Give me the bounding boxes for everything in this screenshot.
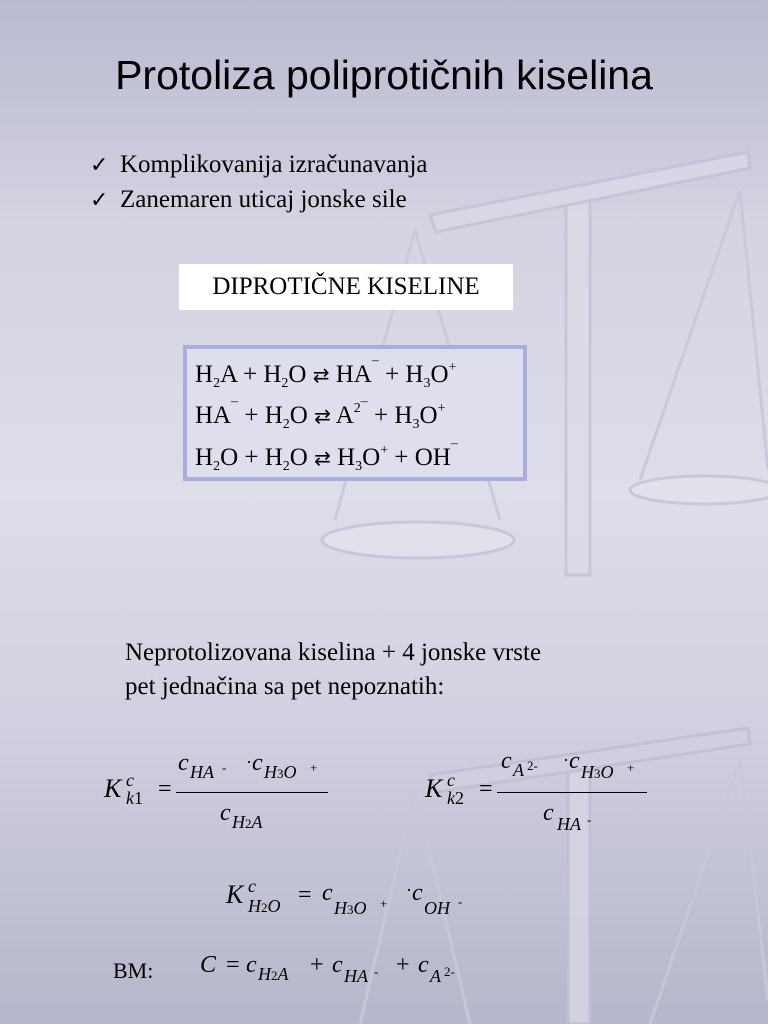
slide-title: Protoliza poliprotičnih kiselina [115, 52, 653, 98]
equation-line-2: $HA^¯ + H_2O$ ⇄ $A^{2¯} + H_3O^+$ [195, 401, 446, 432]
formula-mass-balance: C = c H2A + c HA - + c A 2- [200, 952, 455, 986]
bullet-text: Zanemaren uticaj jonske sile [120, 186, 407, 213]
section-heading: DIPROTIČNE KISELINE [179, 264, 513, 310]
bullet-list [90, 148, 428, 218]
check-icon: ✓ [90, 188, 109, 213]
paragraph-line-1: Neprotolizovana kiselina + 4 jonske vrste [125, 639, 542, 666]
equilibrium-arrow-icon: ⇄ [312, 363, 330, 387]
equation-line-3: $H_2O + H_2O$ ⇄ $H_3O^+ + OH^¯$ [195, 443, 458, 474]
equilibrium-arrow-icon: ⇄ [314, 404, 331, 428]
bullet-item [90, 183, 428, 218]
check-icon: ✓ [90, 153, 109, 178]
formula-kh2o: K c H2O = c H3O + · c OH - [226, 876, 463, 918]
equation-line-1: $H_2A + H_2O$ ⇄ $HA^¯ + H_3O^+$ [195, 360, 457, 391]
bullet-text: Komplikovanija izračunavanja [120, 151, 428, 178]
body-paragraph [125, 636, 541, 704]
formula-kk1: K c k1 = c HA - · c H3O + c H2A [104, 748, 334, 838]
paragraph-line-2: pet jednačina sa pet nepoznatih: [125, 673, 445, 700]
equilibrium-arrow-icon: ⇄ [314, 446, 331, 470]
equations-box [183, 345, 527, 481]
formula-kk2: K c k2 = c A 2- · c H3O + c HA - [425, 748, 655, 838]
bm-label: BM: [113, 958, 154, 983]
bullet-item [90, 148, 428, 183]
